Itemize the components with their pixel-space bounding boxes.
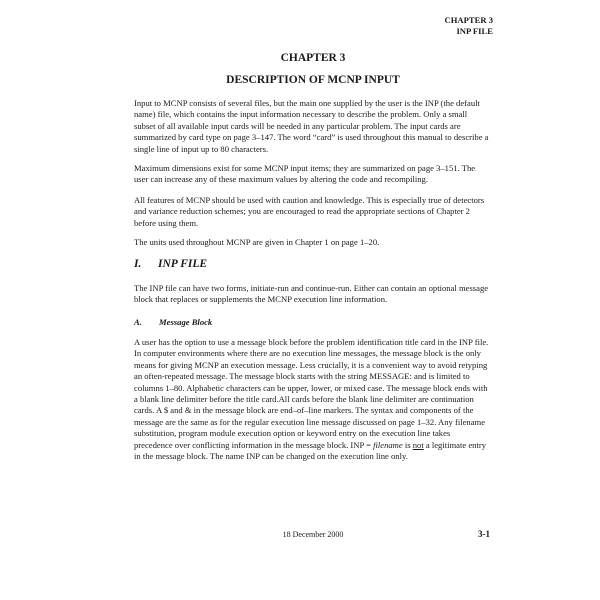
section-number: I. [134,258,142,270]
intro-paragraph-3: All features of MCNP should be used with caution and knowledge. This is especially true of detectors and variance reduction schemes; you are encouraged to read the appropriate sections of Chapter 2 before using them. [134,195,485,228]
chapter-title: DESCRIPTION OF MCNP INPUT [226,74,400,86]
intro-paragraph-2: Maximum dimensions exist for some MCNP input items; they are summarized on page 3–151. The user can increase any of these maximum values by altering the code and recompiling. [134,163,476,185]
filename-term: filename [373,439,403,450]
chapter-number: CHAPTER 3 [280,52,346,64]
subsection-heading [134,317,212,327]
message-block-text-is: is [402,439,413,450]
section-heading [134,258,207,270]
running-header-title: INP FILE [456,26,493,36]
message-block-text-2: a legitimate entry in the message block. The name INP can be changed on the execution line only. [134,439,486,462]
running-header-chapter: CHAPTER 3 [444,15,493,25]
message-block-text-1: A user has the option to use a message block before the problem identification title card in the INP file. In computer environments where there are no execution line messages, the message block is the only means for giving MCNP an execution message. Less crucially, it is a convenient way to avoid retyping an often-repeated message. The message block starts with the string MESSAGE: and is limited to columns 1–80. Alphabetic characters can be upper, lower, or mixed case. The message block ends with a blank line delimiter before the title card.All cards before the blank line delimiter are continuation cards. A $ and & in the message block are end–of–line markers. The syntax and components of the message are the same as for the regular execution line message discussed on page 1–32. Any filename substitution, program module execution option or keyword entry on the execution line takes precedence over conflicting information in the message block. INP = [134,337,489,450]
subsection-title: Message Block [159,317,213,327]
intro-paragraph-1: Input to MCNP consists of several files, but the main one supplied by the user is the INP (the default name) file, which contains the input information necessary to describe the problem. Only a small subset of all available input cards will be needed in any particular problem. The input cards are summarized by card type on page 3–147. The word “card” is used throughout this manual to describe a single line of input up to 80 characters. [134,98,489,154]
subsection-number: A. [134,317,142,327]
running-header [445,15,493,37]
section-paragraph-1: The INP file can have two forms, initiate-run and continue-run. Either can contain an optional message block that replaces or supplements the MCNP execution line information. [134,283,489,305]
section-title: INP FILE [158,258,208,270]
not-emphasis: not [412,439,424,450]
intro-paragraph-4: The units used throughout MCNP are given in Chapter 1 on page 1–20. [134,237,380,247]
message-block-paragraph [134,337,490,462]
footer-date: 18 December 2000 [282,530,344,539]
footer-page-number: 3-1 [478,529,490,539]
